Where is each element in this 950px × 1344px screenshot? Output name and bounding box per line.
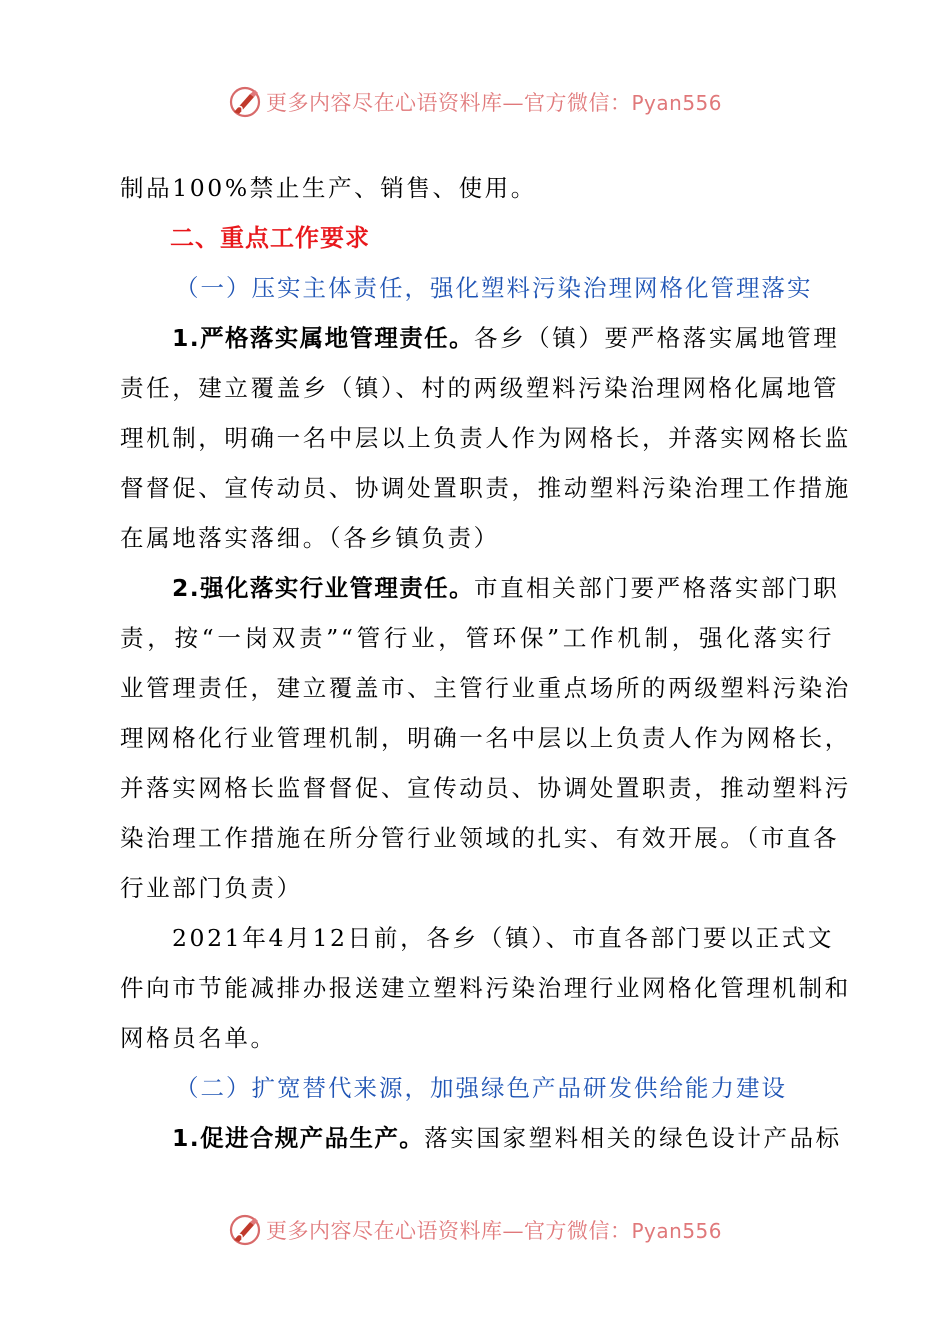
text-line: 网格员名单。 — [120, 1024, 277, 1052]
paragraph-2-line-1: 2.强化落实行业管理责任。市直相关部门要严格落实部门职 — [172, 574, 840, 602]
pen-logo-icon — [228, 85, 262, 119]
text-line: 责，按“一岗双责”“管行业，管环保”工作机制，强化落实行 — [120, 624, 834, 652]
paragraph-2-lead: 2.强化落实行业管理责任。 — [172, 574, 474, 602]
subheading-2: （二）扩宽替代来源，加强绿色产品研发供给能力建设 — [175, 1074, 787, 1102]
text-line: 业管理责任，建立覆盖市、主管行业重点场所的两级塑料污染治 — [120, 674, 851, 702]
text-line: 责任，建立覆盖乡（镇）、村的两级塑料污染治理网格化属地管 — [120, 374, 840, 402]
section-heading: 二、重点工作要求 — [170, 224, 370, 252]
text-line: 在属地落实落细。（各乡镇负责） — [120, 524, 500, 552]
text-line: 制品100%禁止生产、销售、使用。 — [120, 174, 537, 202]
text-line: 并落实网格长监督督促、宣传动员、协调处置职责，推动塑料污 — [120, 774, 851, 802]
text-line: 督督促、宣传动员、协调处置职责，推动塑料污染治理工作措施 — [120, 474, 851, 502]
pen-logo-icon — [228, 1213, 262, 1247]
watermark-banner-top — [0, 82, 950, 122]
paragraph-1-line-1: 1.严格落实属地管理责任。各乡（镇）要严格落实属地管理 — [172, 324, 840, 352]
text-line: 理机制，明确一名中层以上负责人作为网格长，并落实网格长监 — [120, 424, 851, 452]
watermark-text: 更多内容尽在心语资料库—官方微信：Pyan556 — [265, 91, 722, 115]
paragraph-4-lead: 1.促进合规产品生产。 — [172, 1124, 425, 1152]
text-line: 理网格化行业管理机制，明确一名中层以上负责人作为网格长， — [120, 724, 851, 752]
text-line: 2021年4月12日前，各乡（镇）、市直各部门要以正式文 — [172, 924, 834, 952]
document-body — [120, 163, 851, 1163]
text-line: 件向市节能减排办报送建立塑料污染治理行业网格化管理机制和 — [120, 974, 851, 1002]
text-line: 行业部门负责） — [120, 874, 303, 902]
watermark-banner-bottom — [0, 1210, 950, 1250]
text-line: 染治理工作措施在所分管行业领域的扎实、有效开展。（市直各 — [120, 824, 840, 852]
paragraph-4-line-1: 1.促进合规产品生产。落实国家塑料相关的绿色设计产品标 — [172, 1124, 842, 1152]
watermark-text: 更多内容尽在心语资料库—官方微信：Pyan556 — [265, 1219, 722, 1243]
paragraph-1-lead: 1.严格落实属地管理责任。 — [172, 324, 474, 352]
subheading-1: （一）压实主体责任，强化塑料污染治理网格化管理落实 — [175, 274, 813, 302]
